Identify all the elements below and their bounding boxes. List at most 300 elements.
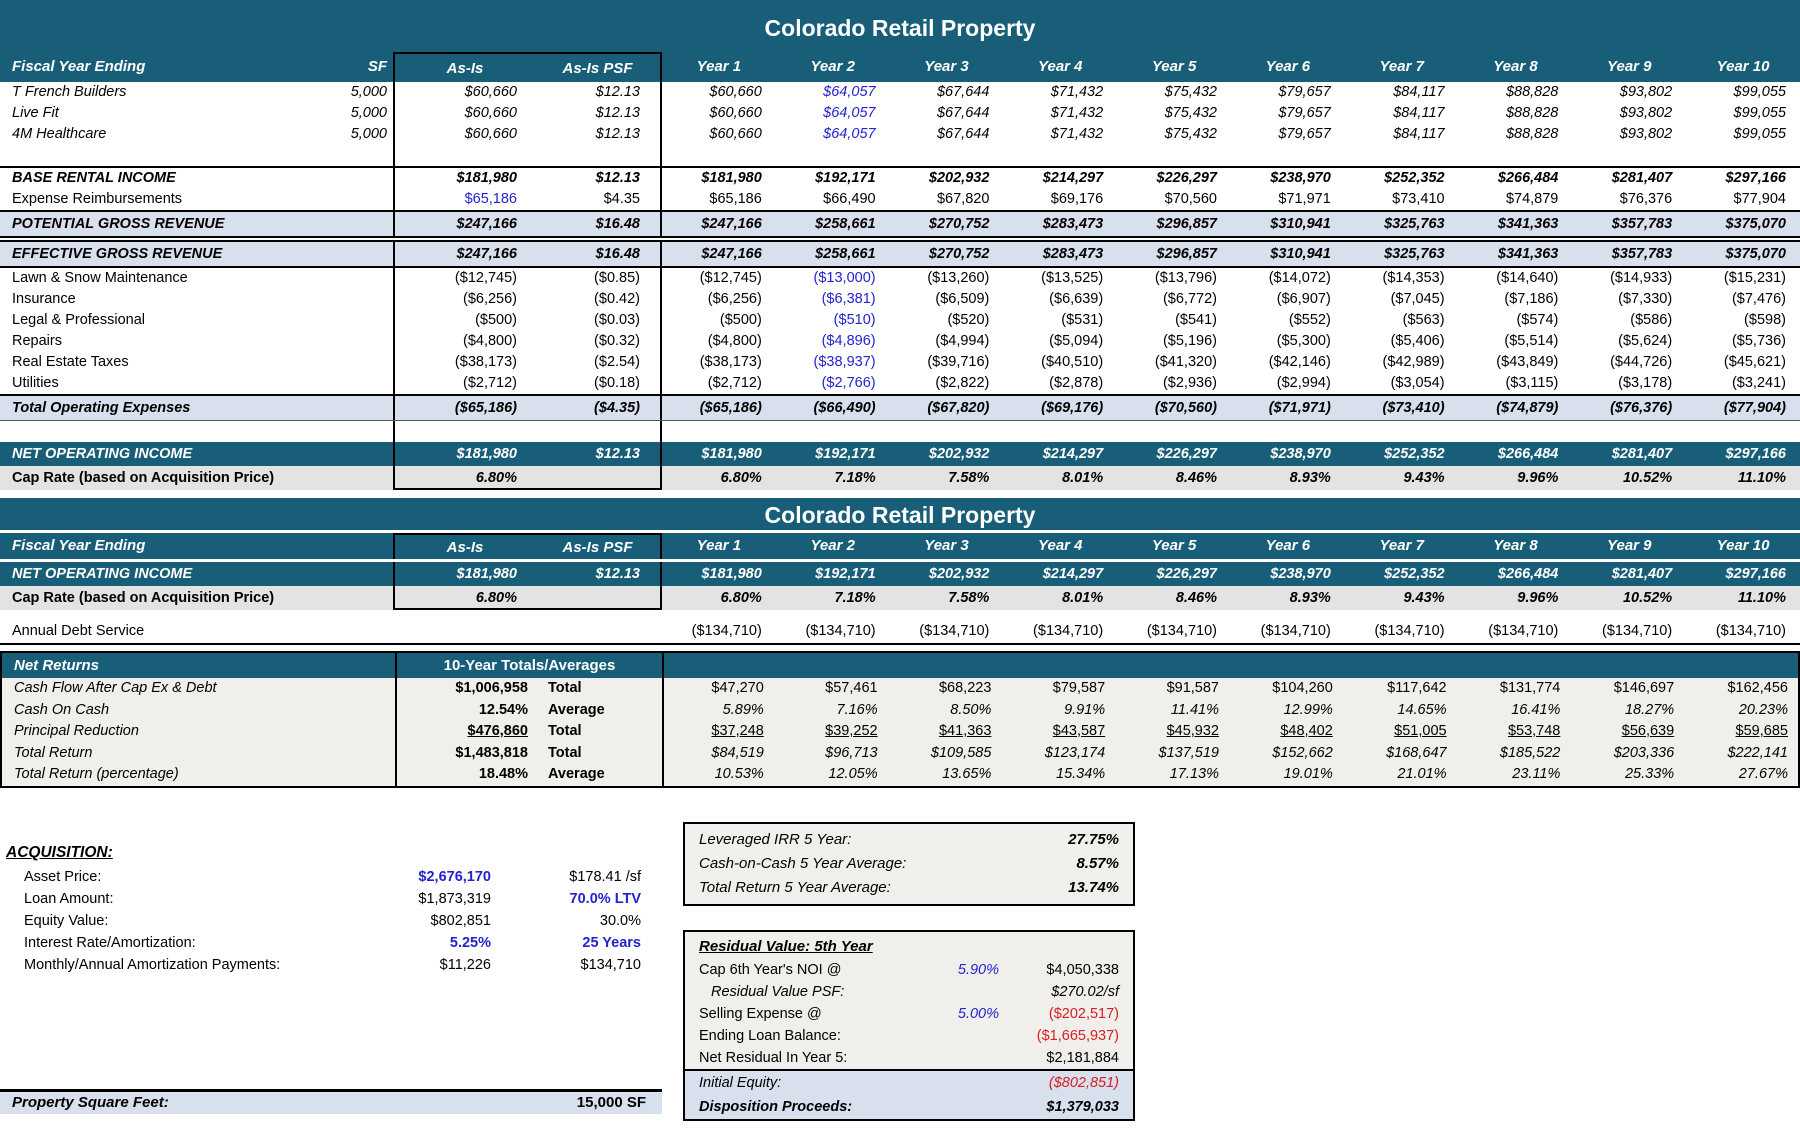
cell-sf: [345, 268, 393, 289]
cell-label: Disposition Proceeds:: [699, 1098, 853, 1115]
cell-year-4: 9.91%: [1064, 701, 1106, 718]
col-header-year-8: Year 8: [1493, 58, 1538, 75]
cell-as-is: $247,166: [393, 242, 535, 266]
cell-year-8: ($3,115): [1505, 375, 1559, 391]
cell-year-7: 9.43%: [1403, 590, 1445, 606]
cell-as-is: $60,660: [393, 124, 535, 145]
cell-year-2: ($134,710): [805, 623, 876, 639]
cell-year-9: ($586): [1630, 312, 1673, 328]
cell-as-is: ($38,173): [393, 352, 535, 373]
cell-year-1: $37,248: [711, 723, 764, 739]
cell-sf: 5,000: [350, 126, 387, 142]
cell-sf: [345, 396, 393, 420]
t2-row-spacer: [0, 610, 1800, 620]
cell-year-6: ($2,994): [1276, 375, 1331, 391]
cell-year-7: $252,352: [1384, 170, 1445, 186]
cell-year-8: $341,363: [1497, 216, 1559, 232]
cell-year-5: [1117, 145, 1231, 166]
residual-row-net-residual-in-year-5: [685, 1047, 1133, 1069]
acquisition-row-interest-rate-amortization: [0, 932, 662, 954]
cell-year-1: $65,186: [709, 191, 762, 207]
cell-year-2: ($4,896): [821, 333, 876, 349]
cell-year-5: $75,432: [1164, 126, 1217, 142]
cell-year-1: ($65,186): [699, 400, 762, 416]
cell-year-2: 7.16%: [836, 701, 878, 718]
cell-year-9: ($76,376): [1610, 400, 1673, 416]
cell-year-9: 10.52%: [1622, 470, 1673, 486]
col-header-year-6: Year 6: [1265, 58, 1311, 75]
cell-year-4: 8.01%: [1062, 470, 1104, 486]
cell-year-2: $192,171: [815, 446, 876, 462]
cell-year-7: $84,117: [1393, 105, 1445, 121]
col-header-year-9: Year 9: [1607, 58, 1652, 75]
cell-year-9: $357,783: [1611, 216, 1673, 232]
cell-year-8: 23.11%: [1512, 766, 1561, 782]
cell-year-9: $93,802: [1619, 105, 1673, 121]
cell-label: Interest Rate/Amortization:: [24, 934, 196, 951]
cell-year-9: ($134,710): [1602, 623, 1673, 639]
cell-year-7: ($7,045): [1390, 291, 1445, 307]
cell-year-8: ($5,514): [1504, 333, 1559, 349]
cell-year-4: ($6,639): [1049, 291, 1104, 307]
cell-year-8: 9.96%: [1517, 590, 1559, 606]
cell-year-7: ($3,054): [1390, 375, 1445, 391]
t2-row-annual-debt-service: [0, 620, 1800, 645]
cell-year-9: 10.52%: [1622, 590, 1673, 606]
cell-year-5: ($6,772): [1162, 291, 1217, 307]
cell-year-9: ($5,624): [1618, 333, 1673, 349]
cell-as-is-psf: [535, 466, 662, 490]
cell-label: Cap Rate (based on Acquisition Price): [12, 470, 275, 486]
cell-year-10: ($134,710): [1715, 623, 1786, 639]
cell-year-6: $71,971: [1278, 191, 1331, 207]
cell-year-2: ($2,766): [821, 375, 876, 391]
cell-year-8: ($43,849): [1496, 354, 1559, 370]
t1-row-total-operating-expenses: [0, 394, 1800, 421]
col-header-year-8: Year 8: [1493, 537, 1538, 554]
cell-label: Cash On Cash: [14, 701, 110, 718]
table2-title: Colorado Retail Property: [764, 502, 1036, 528]
cell-label: Equity Value:: [24, 912, 109, 929]
cell-year-9: $281,407: [1611, 170, 1673, 186]
cell-year-8: $88,828: [1505, 126, 1559, 142]
acquisition-row-loan-amount: [0, 888, 662, 910]
cell-sf: [345, 620, 393, 643]
residual-value-box: [683, 930, 1135, 1121]
col-header-as-is: As-Is: [393, 533, 535, 559]
cell-as-is-psf: ($4.35): [535, 396, 662, 420]
cell-year-5: $137,519: [1158, 744, 1219, 761]
cell-year-10: [1686, 421, 1800, 442]
cell-year-7: $252,352: [1384, 566, 1445, 582]
cell-total-kind: Average: [538, 700, 664, 722]
cell-year-10: $99,055: [1733, 126, 1786, 142]
cell-year-9: 18.27%: [1624, 701, 1675, 718]
cell-year-7: $168,647: [1386, 744, 1447, 761]
cell-year-6: ($134,710): [1260, 623, 1331, 639]
cell-year-1: ($6,256): [707, 291, 762, 307]
cell-sf: [345, 421, 393, 442]
cell-year-6: ($6,907): [1276, 291, 1331, 307]
cell-year-9: $281,407: [1611, 446, 1673, 462]
cell-year-4: $79,587: [1052, 680, 1106, 696]
col-header-year-5: Year 5: [1151, 58, 1197, 75]
cell-year-6: 8.93%: [1289, 470, 1331, 486]
cell-year-2: [776, 421, 890, 442]
cell-year-2: $39,252: [825, 723, 878, 739]
cell-as-is-psf: $12.13: [535, 562, 662, 586]
cell-label: Loan Amount:: [24, 890, 114, 907]
cell-as-is-psf: $12.13: [535, 442, 662, 466]
cell-year-10: $162,456: [1727, 680, 1788, 696]
cell-year-10: ($598): [1744, 312, 1786, 328]
cell-value: 8.57%: [1076, 854, 1119, 872]
cell-year-8: ($74,879): [1496, 400, 1559, 416]
cell-as-is-psf: $16.48: [535, 212, 662, 236]
cell-year-2: [776, 145, 890, 166]
cell-label: Initial Equity:: [699, 1074, 782, 1091]
col-header-year-1: Year 1: [696, 537, 742, 554]
irr-summary-box: [683, 822, 1135, 906]
cell-year-10: [1686, 145, 1800, 166]
cell-year-1: ($134,710): [691, 623, 762, 639]
cell-year-3: ($67,820): [927, 400, 990, 416]
cell-year-5: $226,297: [1156, 566, 1217, 582]
cell-total-kind: Total: [538, 721, 664, 743]
t1-row-4m-healthcare: [0, 124, 1800, 145]
cell-year-9: ($7,330): [1618, 291, 1673, 307]
cell-year-4: ($13,525): [1041, 270, 1104, 286]
cell-year-1: 5.89%: [722, 701, 764, 718]
cell-year-1: $60,660: [709, 84, 762, 100]
cell-total-kind: Total: [538, 743, 664, 765]
cell-as-is-psf: $16.48: [535, 242, 662, 266]
cell-sf: [345, 168, 393, 189]
residual-row-initial-equity: [685, 1071, 1133, 1095]
cell-year-5: [1117, 421, 1231, 442]
cell-label: Real Estate Taxes: [12, 354, 129, 370]
cell-as-is-psf: $12.13: [535, 82, 662, 103]
cell-as-is-psf: $12.13: [535, 124, 662, 145]
cell-year-8: $266,484: [1497, 446, 1559, 462]
cell-year-7: $252,352: [1384, 446, 1445, 462]
cell-label: Cap 6th Year's NOI @: [699, 961, 842, 978]
cell-year-4: [1003, 145, 1117, 166]
residual-row-selling-expense: [685, 1003, 1133, 1025]
cell-year-4: $123,174: [1044, 744, 1106, 761]
net-returns-row-cash-flow-after-cap-ex-debt: [2, 678, 1798, 700]
cell-value-2: 30.0%: [599, 912, 641, 929]
col-header-year-9: Year 9: [1607, 537, 1652, 554]
table2-body: [0, 562, 1800, 645]
cell-year-5: $75,432: [1164, 84, 1217, 100]
cell-year-4: $71,432: [1050, 105, 1104, 121]
cell-year-5: $296,857: [1156, 216, 1217, 232]
cell-as-is: [393, 620, 535, 643]
cell-label: Cap Rate (based on Acquisition Price): [12, 590, 275, 606]
cell-label: Expense Reimbursements: [12, 191, 183, 207]
cell-year-7: $73,410: [1392, 191, 1445, 207]
cell-sf: [345, 466, 393, 490]
cell-year-1: [662, 145, 776, 166]
cell-year-6: [1231, 421, 1345, 442]
table1-column-header: [0, 52, 1800, 82]
cell-as-is: $247,166: [393, 212, 535, 236]
cell-as-is-psf: ($2.54): [535, 352, 662, 373]
cell-value-1: $11,226: [439, 956, 491, 973]
cell-year-10: 11.10%: [1737, 590, 1786, 606]
cell-value: $1,379,033: [1046, 1098, 1119, 1115]
cell-as-is: ($65,186): [393, 396, 535, 420]
cell-year-10: 27.67%: [1738, 766, 1788, 782]
cell-year-4: ($134,710): [1033, 623, 1104, 639]
acquisition-row-asset-price: [0, 866, 662, 888]
cell-year-10: ($77,904): [1723, 400, 1786, 416]
t1-row-real-estate-taxes: [0, 352, 1800, 373]
cell-year-4: $283,473: [1042, 246, 1104, 262]
cell-sf: [345, 586, 393, 610]
cell-year-7: [1345, 145, 1459, 166]
table1-title: Colorado Retail Property: [764, 15, 1036, 41]
cell-as-is-psf: ($0.32): [535, 331, 662, 352]
cell-year-8: ($14,640): [1496, 270, 1559, 286]
cell-year-7: $84,117: [1393, 84, 1445, 100]
cell-year-4: $71,432: [1050, 84, 1104, 100]
net-returns-section: [0, 651, 1800, 788]
cell-year-1: $247,166: [701, 246, 762, 262]
cell-year-6: $104,260: [1272, 680, 1333, 696]
cell-sf: 5,000: [350, 84, 387, 100]
cell-label: EFFECTIVE GROSS REVENUE: [12, 246, 223, 262]
cell-year-8: ($134,710): [1488, 623, 1559, 639]
cell-label: NET OPERATING INCOME: [12, 446, 193, 462]
cell-value: 13.74%: [1068, 878, 1119, 896]
cell-total-kind: Average: [538, 764, 664, 786]
cell-sf: 5,000: [350, 105, 387, 121]
cell-as-is: [393, 421, 535, 442]
table1-body: [0, 82, 1800, 490]
col-header-year-3: Year 3: [924, 58, 969, 75]
cell-year-5: $226,297: [1156, 446, 1217, 462]
cell-as-is: ($500): [393, 310, 535, 331]
cell-year-4: ($69,176): [1041, 400, 1104, 416]
cell-year-2: ($13,000): [813, 270, 876, 286]
cell-as-is: [393, 145, 535, 166]
cell-value: 27.75%: [1068, 830, 1119, 848]
cell-label: Leveraged IRR 5 Year:: [699, 830, 852, 848]
cell-year-10: ($3,241): [1731, 375, 1786, 391]
cell-year-7: [1345, 421, 1459, 442]
net-returns-row-total-return: [2, 743, 1798, 765]
cell-year-1: $181,980: [701, 170, 762, 186]
property-square-feet-label: Property Square Feet:: [12, 1094, 169, 1111]
col-header-year-6: Year 6: [1265, 537, 1311, 554]
cell-year-5: $226,297: [1156, 170, 1217, 186]
right-boxes: [683, 788, 1135, 1121]
cell-year-8: $88,828: [1505, 84, 1559, 100]
cell-label: Annual Debt Service: [12, 623, 145, 639]
cell-as-is: $181,980: [393, 562, 535, 586]
cell-year-3: $67,644: [936, 126, 990, 142]
cell-as-is-psf: $4.35: [535, 189, 662, 210]
cell-year-5: ($41,320): [1154, 354, 1217, 370]
cell-year-3: 13.65%: [942, 766, 992, 782]
irr-row-cash-on-cash-5-year-average: [685, 852, 1133, 876]
cell-year-9: $203,336: [1613, 744, 1675, 761]
cell-label: Insurance: [12, 291, 76, 307]
cell-year-9: 25.33%: [1624, 766, 1675, 782]
cell-year-3: 7.58%: [948, 590, 990, 606]
cell-label: Utilities: [12, 375, 59, 391]
t2-row-cap-rate-based-on-acquisition-price: [0, 586, 1800, 610]
residual-row-residual-value-psf: [685, 981, 1133, 1003]
col-header-year-2: Year 2: [810, 537, 855, 554]
cell-year-4: $69,176: [1050, 191, 1104, 207]
cell-year-5: $91,587: [1166, 680, 1219, 696]
cell-year-6: $79,657: [1278, 126, 1331, 142]
t2-row-net-operating-income: [0, 562, 1800, 586]
cell-year-7: ($563): [1402, 312, 1445, 328]
cell-label: Total Return: [14, 744, 93, 761]
cell-year-1: $47,270: [711, 680, 764, 696]
cell-value-2: 70.0% LTV: [569, 890, 641, 907]
irr-row-total-return-5-year-average: [685, 876, 1133, 900]
cell-year-3: $67,820: [936, 191, 990, 207]
cell-year-5: $45,932: [1166, 723, 1219, 739]
cell-as-is: ($2,712): [393, 373, 535, 394]
cell-value-1: $1,873,319: [418, 890, 491, 907]
cell-year-3: $41,363: [938, 723, 992, 739]
cell-year-7: ($5,406): [1390, 333, 1445, 349]
col-header-year-4: Year 4: [1038, 537, 1083, 554]
cell-year-8: [1459, 145, 1573, 166]
cell-year-5: 17.13%: [1169, 766, 1219, 782]
cell-sf: [345, 352, 393, 373]
cell-year-3: $202,932: [928, 446, 990, 462]
cell-as-is: $181,980: [393, 442, 535, 466]
cell-value-2: $134,710: [580, 956, 641, 973]
cell-year-3: $202,932: [928, 566, 990, 582]
cell-year-4: ($40,510): [1041, 354, 1104, 370]
t1-row-spacer: [0, 145, 1800, 166]
cell-as-is: 6.80%: [393, 586, 535, 610]
cell-year-5: ($5,196): [1162, 333, 1217, 349]
cell-year-2: 12.05%: [828, 766, 878, 782]
cell-year-4: $71,432: [1050, 126, 1104, 142]
cell-year-9: $93,802: [1619, 84, 1673, 100]
net-returns-row-cash-on-cash: [2, 700, 1798, 722]
t1-row-base-rental-income: [0, 166, 1800, 189]
cell-year-1: $181,980: [701, 566, 762, 582]
cell-year-7: ($42,989): [1382, 354, 1445, 370]
cell-as-is: $60,660: [393, 82, 535, 103]
cell-year-7: 14.65%: [1397, 701, 1447, 718]
cell-year-6: ($14,072): [1268, 270, 1331, 286]
cell-year-4: $283,473: [1042, 216, 1104, 232]
cell-label: Legal & Professional: [12, 312, 145, 328]
cell-year-7: $51,005: [1394, 723, 1447, 739]
cell-year-2: $192,171: [815, 566, 876, 582]
cell-year-6: $238,970: [1270, 566, 1331, 582]
cell-year-9: $357,783: [1611, 246, 1673, 262]
net-returns-row-principal-reduction: [2, 721, 1798, 743]
cell-sf: [345, 310, 393, 331]
col-header-year-4: Year 4: [1038, 58, 1083, 75]
cell-year-3: 8.50%: [950, 701, 992, 718]
cell-year-3: ($520): [947, 312, 990, 328]
acquisition-row-monthly-annual-amortization-payments: [0, 954, 662, 976]
cell-year-10: $297,166: [1725, 170, 1786, 186]
cell-as-is-psf: ($0.03): [535, 310, 662, 331]
cell-year-3: 7.58%: [948, 470, 990, 486]
t1-row-expense-reimbursements: [0, 189, 1800, 210]
cell-year-4: [1003, 421, 1117, 442]
cell-label: BASE RENTAL INCOME: [12, 170, 176, 186]
cell-as-is: $60,660: [393, 103, 535, 124]
cell-year-1: $247,166: [701, 216, 762, 232]
cell-as-is-psf: [535, 145, 662, 166]
bottom-panel: [0, 788, 1800, 1128]
cell-label: Principal Reduction: [14, 723, 139, 739]
t1-row-net-operating-income: [0, 442, 1800, 466]
cell-value: ($202,517): [1048, 1005, 1119, 1022]
cell-year-8: $185,522: [1499, 744, 1561, 761]
cell-year-7: $325,763: [1384, 246, 1445, 262]
cell-year-2: $64,057: [823, 105, 876, 121]
cell-label: Total Return 5 Year Average:: [699, 878, 891, 896]
cell-year-9: ($14,933): [1610, 270, 1673, 286]
cell-year-9: ($3,178): [1618, 375, 1673, 391]
col-header-year-7: Year 7: [1379, 537, 1424, 554]
cell-total-value: $476,860: [395, 721, 538, 743]
cell-year-2: $66,490: [823, 191, 876, 207]
cell-year-2: $64,057: [823, 126, 876, 142]
cell-year-7: $84,117: [1393, 126, 1445, 142]
cell-year-9: $93,802: [1619, 126, 1673, 142]
table2-header-block: [0, 498, 1800, 530]
cell-year-2: $96,713: [825, 744, 878, 761]
cell-year-9: $281,407: [1611, 566, 1673, 582]
irr-row-leveraged-irr-5-year: [685, 828, 1133, 852]
cell-total-value: $1,006,958: [395, 678, 538, 700]
cell-year-5: 11.41%: [1170, 701, 1219, 718]
col-header-year-2: Year 2: [810, 58, 855, 75]
property-square-feet-value: 15,000 SF: [576, 1094, 646, 1111]
col-header-sf: [345, 533, 393, 559]
cell-as-is-psf: ($0.85): [535, 268, 662, 289]
ten-year-totals-header: 10-Year Totals/Averages: [395, 653, 664, 678]
cell-as-is: ($12,745): [393, 268, 535, 289]
table2-column-header: [0, 533, 1800, 559]
cell-sf: [345, 189, 393, 210]
cell-year-10: 11.10%: [1737, 470, 1786, 486]
residual-row-ending-loan-balance: [685, 1025, 1133, 1047]
cell-year-8: $53,748: [1507, 723, 1561, 739]
cell-year-10: $59,685: [1735, 723, 1788, 739]
cell-label: Lawn & Snow Maintenance: [12, 270, 188, 286]
cell-year-8: 9.96%: [1517, 470, 1559, 486]
cell-year-2: $258,661: [815, 246, 876, 262]
cell-year-1: 6.80%: [720, 590, 762, 606]
cell-value-1: $2,676,170: [418, 868, 491, 885]
cell-sf: [345, 212, 393, 236]
cell-year-9: $56,639: [1621, 723, 1675, 739]
residual-row-disposition-proceeds: [685, 1095, 1133, 1119]
cell-label: NET OPERATING INCOME: [12, 566, 193, 582]
cell-year-2: $192,171: [815, 170, 876, 186]
cell-as-is-psf: [535, 620, 662, 643]
cell-label: Asset Price:: [24, 868, 102, 885]
